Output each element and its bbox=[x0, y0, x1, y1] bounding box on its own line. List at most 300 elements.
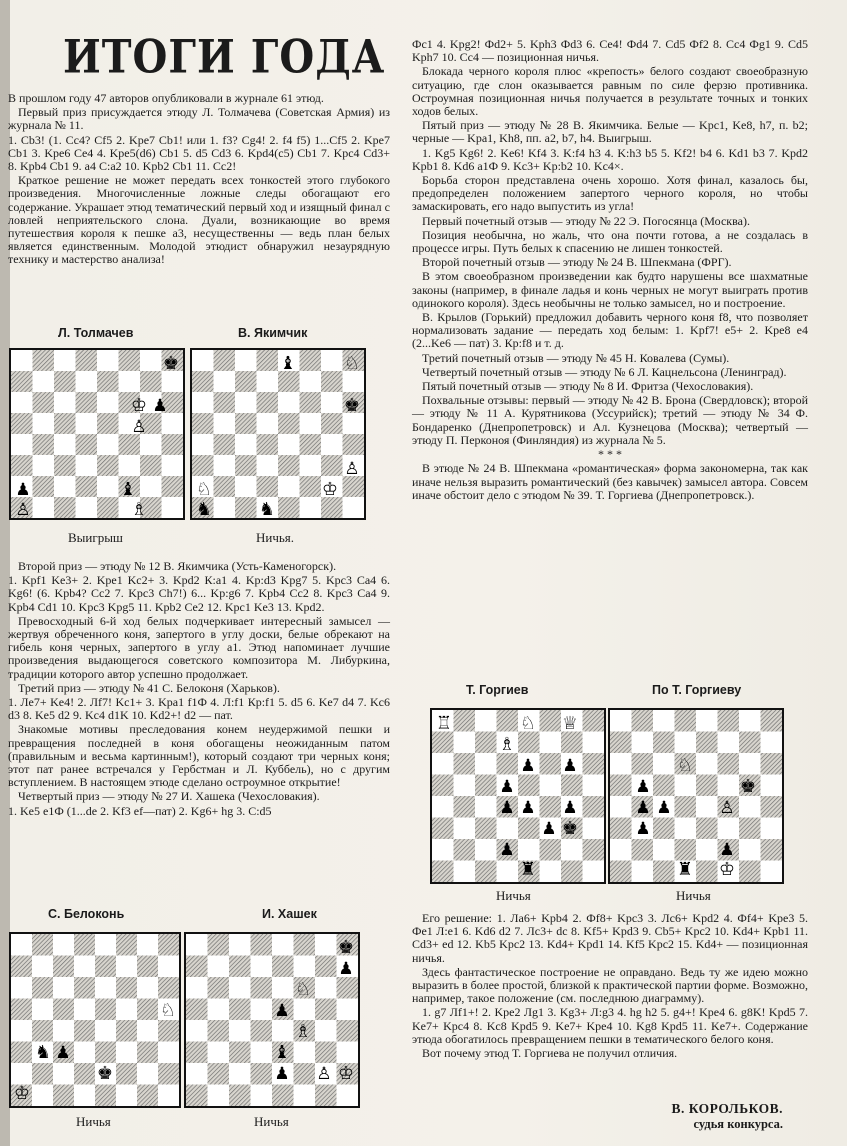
board-square bbox=[235, 371, 257, 392]
board-square bbox=[583, 732, 605, 754]
board-square bbox=[518, 732, 540, 754]
board-square bbox=[343, 497, 365, 518]
pawn-icon: ♟ bbox=[562, 756, 578, 775]
knight-icon: ♘ bbox=[343, 353, 361, 373]
board-square bbox=[95, 1085, 116, 1107]
board-square bbox=[162, 434, 184, 455]
board-caption-draw-hashek: Ничья bbox=[254, 1114, 289, 1129]
board-square bbox=[432, 861, 454, 883]
board-square bbox=[76, 392, 98, 413]
board-square bbox=[321, 350, 343, 371]
board-square bbox=[561, 839, 583, 861]
board-square bbox=[475, 796, 497, 818]
board-square bbox=[76, 476, 98, 497]
rook-icon: ♖ bbox=[435, 713, 453, 733]
board-square bbox=[235, 497, 257, 518]
board-square bbox=[300, 434, 322, 455]
board-square bbox=[675, 710, 697, 732]
board-square bbox=[33, 350, 55, 371]
board-square bbox=[137, 1063, 158, 1085]
board-square bbox=[454, 796, 476, 818]
board-square bbox=[583, 861, 605, 883]
knight-icon: ♘ bbox=[159, 1000, 177, 1020]
king-icon: ♔ bbox=[130, 395, 148, 415]
board-square bbox=[257, 350, 279, 371]
pawn-icon: ♟ bbox=[274, 1064, 290, 1083]
board-square bbox=[696, 861, 718, 883]
board-square bbox=[53, 1063, 74, 1085]
board-square bbox=[54, 392, 76, 413]
board-square bbox=[251, 934, 273, 956]
left-column-top bbox=[8, 92, 390, 268]
third-prize-heading: Третий приз — этюду № 41 С. Белоконя (Харьков). bbox=[18, 680, 280, 695]
bishop-icon: ♗ bbox=[498, 734, 516, 754]
board-square bbox=[610, 753, 632, 775]
board-square bbox=[251, 956, 273, 978]
board-square bbox=[186, 1085, 208, 1107]
board-square bbox=[497, 818, 519, 840]
first-prize-comment: Краткое решение не может передать всех тонкостей этого глубокого произведения. Многочисленные ложные следы обогащают его содержание. Украшает этюд тематический первый ход и изящный финал с ловлей неприятельского слона. Дуали, возникающие во время путешествия короля к пешке a3, несущественны — ведь план белых является единственным. Молодой этюдист обнаружил незаурядную технику и мастерство анализа! bbox=[8, 173, 390, 267]
board-square bbox=[11, 413, 33, 434]
board-square bbox=[294, 1063, 316, 1085]
chess-diagram-after-gorgiev bbox=[608, 708, 784, 884]
board-square bbox=[229, 1042, 251, 1064]
board-square bbox=[140, 476, 162, 497]
board-square bbox=[653, 710, 675, 732]
board-square bbox=[300, 455, 322, 476]
board-square bbox=[343, 476, 365, 497]
board-square bbox=[95, 999, 116, 1021]
board-square bbox=[162, 413, 184, 434]
board-square bbox=[53, 1085, 74, 1107]
board-square bbox=[454, 861, 476, 883]
board-square bbox=[632, 732, 654, 754]
board-square bbox=[32, 1063, 53, 1085]
third-honorable-heading: Третий почетный отзыв — этюду № 45 Н. Ковалева (Сумы). bbox=[422, 350, 730, 365]
board-square bbox=[186, 977, 208, 999]
board-square bbox=[653, 839, 675, 861]
board-square bbox=[53, 1020, 74, 1042]
board-square bbox=[583, 839, 605, 861]
board-square bbox=[74, 1042, 95, 1064]
board-square bbox=[97, 350, 119, 371]
board-square bbox=[116, 1020, 137, 1042]
board-square bbox=[610, 861, 632, 883]
board-square bbox=[761, 839, 783, 861]
fifth-honorable-heading: Пятый почетный отзыв — этюду № 8 И. Фритза (Чехословакия). bbox=[422, 379, 754, 394]
board-square bbox=[696, 732, 718, 754]
judge-name: В. КОРОЛЬКОВ. bbox=[671, 1101, 783, 1116]
board-caption-win: Выигрыш bbox=[68, 530, 123, 545]
board-author-gorgiev: Т. Горгиев bbox=[466, 683, 529, 697]
board-square bbox=[278, 497, 300, 518]
board-square bbox=[294, 1085, 316, 1107]
board-square bbox=[11, 977, 32, 999]
pawn-icon: ♟ bbox=[15, 480, 31, 499]
signature-block bbox=[671, 1101, 783, 1132]
pawn-icon: ♟ bbox=[520, 756, 536, 775]
pawn-icon: ♟ bbox=[719, 840, 735, 859]
board-square bbox=[76, 350, 98, 371]
board-square bbox=[315, 934, 337, 956]
pawn-icon: ♟ bbox=[562, 798, 578, 817]
board-square bbox=[540, 732, 562, 754]
board-square bbox=[229, 999, 251, 1021]
board-square bbox=[454, 818, 476, 840]
board-square bbox=[251, 1020, 273, 1042]
board-square bbox=[653, 861, 675, 883]
board-square bbox=[137, 1042, 158, 1064]
board-square bbox=[300, 371, 322, 392]
fourth-prize-heading: Четвертый приз — этюду № 27 И. Хашека (Чехословакия). bbox=[18, 789, 320, 804]
board-square bbox=[229, 956, 251, 978]
board-square bbox=[33, 497, 55, 518]
board-square bbox=[95, 1042, 116, 1064]
board-square bbox=[119, 434, 141, 455]
board-square bbox=[257, 434, 279, 455]
board-square bbox=[294, 934, 316, 956]
board-square bbox=[11, 455, 33, 476]
board-square bbox=[214, 371, 236, 392]
knight-icon: ♘ bbox=[294, 979, 312, 999]
board-square bbox=[158, 1020, 179, 1042]
chess-diagram-gorgiev bbox=[430, 708, 606, 884]
board-square bbox=[583, 796, 605, 818]
board-square bbox=[251, 999, 273, 1021]
board-square bbox=[235, 476, 257, 497]
board-square bbox=[74, 956, 95, 978]
bishop-icon: ♝ bbox=[119, 479, 137, 499]
board-square bbox=[321, 497, 343, 518]
board-square bbox=[315, 1042, 337, 1064]
knight-icon: ♘ bbox=[195, 479, 213, 499]
board-square bbox=[116, 999, 137, 1021]
board-square bbox=[208, 1020, 230, 1042]
board-square bbox=[192, 371, 214, 392]
knight-icon: ♘ bbox=[676, 755, 694, 775]
board-square bbox=[11, 371, 33, 392]
board-square bbox=[116, 956, 137, 978]
board-square bbox=[74, 999, 95, 1021]
bishop-icon: ♗ bbox=[294, 1021, 312, 1041]
board-square bbox=[300, 392, 322, 413]
board-square bbox=[186, 1063, 208, 1085]
board-square bbox=[251, 1063, 273, 1085]
board-square bbox=[337, 977, 359, 999]
board-square bbox=[53, 977, 74, 999]
board-author-yakimchik: В. Якимчик bbox=[238, 326, 308, 340]
board-square bbox=[761, 818, 783, 840]
board-square bbox=[321, 392, 343, 413]
board-square bbox=[321, 413, 343, 434]
board-square bbox=[116, 1042, 137, 1064]
king-icon: ♚ bbox=[337, 937, 355, 957]
board-square bbox=[454, 839, 476, 861]
board-square bbox=[208, 999, 230, 1021]
fifth-prize-comment: Борьба сторон представлена очень хорошо. Хотя финал, казалось бы, предопределен положением запертого черного короля, но чтобы замаскировать, его надо выпустить из угла! bbox=[412, 173, 808, 214]
fourth-prize-solution: 1. Ke5 e1Ф (1...de 2. Kf3 ef—пат) 2. Kg6+ hg 3. C:d5 bbox=[8, 803, 272, 818]
board-square bbox=[137, 956, 158, 978]
board-square bbox=[76, 371, 98, 392]
board-square bbox=[432, 818, 454, 840]
second-honorable-comment: В этом своеобразном произведении как будто нарушены все шахматные законы (например, в финале ладья и конь черных не могут выиграть против одинокого короля). Здесь необычны не только замысел, но и построение. bbox=[412, 269, 808, 310]
pawn-icon: ♙ bbox=[316, 1064, 332, 1083]
pawn-icon: ♙ bbox=[131, 417, 147, 436]
board-square bbox=[192, 350, 214, 371]
board-square bbox=[300, 497, 322, 518]
board-square bbox=[235, 434, 257, 455]
pawn-icon: ♟ bbox=[499, 798, 515, 817]
board-square bbox=[162, 476, 184, 497]
board-square bbox=[137, 934, 158, 956]
board-square bbox=[54, 371, 76, 392]
board-square bbox=[653, 775, 675, 797]
board-square bbox=[272, 934, 294, 956]
fourth-prize-solution-cont: Фc1 4. Kpg2! Фd2+ 5. Kph3 Фd3 6. Ce4! Фd4 7. Cd5 Фf2 8. Cc4 Фg1 9. Cd5 Kph7 10. Cc4 — позиционная ничья. bbox=[412, 37, 808, 65]
board-square bbox=[33, 392, 55, 413]
board-square bbox=[561, 861, 583, 883]
board-square bbox=[116, 1063, 137, 1085]
board-square bbox=[235, 455, 257, 476]
board-square bbox=[761, 732, 783, 754]
board-square bbox=[32, 1085, 53, 1107]
knight-icon: ♞ bbox=[34, 1042, 52, 1062]
king-icon: ♚ bbox=[561, 818, 579, 838]
board-square bbox=[208, 1042, 230, 1064]
board-square bbox=[33, 455, 55, 476]
board-square bbox=[140, 371, 162, 392]
alternative-solution: 1. g7 Лf1+! 2. Kpe2 Лg1 3. Kg3+ Л:g3 4. hg h2 5. g4+! Kpe4 6. g8K! Kpd5 7. Ke7+ Kpc4 8. Kc8 Kpd5 9. Ke7+ Kpe4 10. Kg8 Kpd5 11. Ke7+. Содержание этюда обогатилось превращением пешки в тематического белого коня. bbox=[412, 1005, 808, 1046]
board-square bbox=[54, 350, 76, 371]
board-square bbox=[632, 839, 654, 861]
board-square bbox=[162, 371, 184, 392]
board-square bbox=[186, 999, 208, 1021]
board-square bbox=[208, 977, 230, 999]
board-square bbox=[653, 753, 675, 775]
board-square bbox=[300, 413, 322, 434]
pawn-icon: ♟ bbox=[338, 959, 354, 978]
board-square bbox=[140, 350, 162, 371]
board-square bbox=[158, 934, 179, 956]
chess-diagram-tolmachev bbox=[9, 348, 185, 520]
fourth-honorable-heading: Четвертый почетный отзыв — этюду № 6 Л. Кацнельсона (Ленинград). bbox=[422, 364, 787, 379]
third-prize-solution: 1. Лe7+ Ke4! 2. Лf7! Kc1+ 3. Kpa1 f1Ф 4. Л:f1 Кр:f1 5. d5 6. Ke7 d4 7. Kc6 d3 8. Ke5 d2 9. Kc4 d1K 10. Kd2+! d2 — пат. bbox=[8, 695, 390, 723]
page-title: ИТОГИ ГОДА bbox=[63, 30, 386, 85]
pawn-icon: ♟ bbox=[635, 798, 651, 817]
board-square bbox=[158, 1063, 179, 1085]
board-square bbox=[140, 434, 162, 455]
board-square bbox=[294, 956, 316, 978]
board-square bbox=[214, 476, 236, 497]
board-square bbox=[137, 999, 158, 1021]
board-square bbox=[33, 434, 55, 455]
conclusion: Вот почему этюд Т. Горгиева не получил отличия. bbox=[422, 1046, 678, 1061]
board-square bbox=[54, 434, 76, 455]
board-square bbox=[315, 1020, 337, 1042]
board-caption-draw-belokon: Ничья bbox=[76, 1114, 111, 1129]
board-square bbox=[454, 710, 476, 732]
board-square bbox=[739, 861, 761, 883]
first-prize-heading: Первый приз присуждается этюду Л. Толмачева (Советская Армия) из журнала № 11. bbox=[8, 105, 390, 133]
board-author-tolmachev: Л. Толмачев bbox=[58, 326, 134, 340]
fifth-prize-solution: 1. Kg5 Kg6! 2. Ke6! Kf4 3. K:f4 h3 4. K:h3 b5 5. Kf2! b4 6. Kd1 b3 7. Kpd2 Kpb1 8. Kd6 a1Ф 9. Kc3+ Kp:b2 10. Kc4×. bbox=[412, 145, 808, 173]
board-square bbox=[675, 796, 697, 818]
board-square bbox=[272, 1020, 294, 1042]
board-square bbox=[610, 710, 632, 732]
board-square bbox=[74, 1085, 95, 1107]
board-square bbox=[653, 818, 675, 840]
board-square bbox=[610, 839, 632, 861]
board-square bbox=[11, 1063, 32, 1085]
board-square bbox=[718, 732, 740, 754]
board-square bbox=[54, 455, 76, 476]
board-square bbox=[76, 413, 98, 434]
board-square bbox=[583, 753, 605, 775]
board-square bbox=[696, 753, 718, 775]
board-square bbox=[561, 775, 583, 797]
board-square bbox=[315, 999, 337, 1021]
board-square bbox=[653, 732, 675, 754]
board-square bbox=[257, 455, 279, 476]
board-square bbox=[761, 796, 783, 818]
board-square bbox=[119, 350, 141, 371]
board-square bbox=[718, 775, 740, 797]
board-square bbox=[33, 371, 55, 392]
board-author-after-gorgiev: По Т. Горгиеву bbox=[652, 683, 742, 697]
board-square bbox=[192, 413, 214, 434]
board-square bbox=[97, 371, 119, 392]
bishop-icon: ♝ bbox=[279, 353, 297, 373]
knight-icon: ♞ bbox=[258, 499, 276, 518]
board-square bbox=[675, 775, 697, 797]
board-square bbox=[337, 1020, 359, 1042]
board-square bbox=[454, 732, 476, 754]
section-divider: * * * bbox=[598, 447, 622, 462]
board-square bbox=[294, 999, 316, 1021]
board-square bbox=[294, 1042, 316, 1064]
board-square bbox=[11, 956, 32, 978]
board-square bbox=[761, 753, 783, 775]
board-square bbox=[74, 1063, 95, 1085]
board-square bbox=[475, 732, 497, 754]
board-square bbox=[257, 392, 279, 413]
commendations: Похвальные отзывы: первый — этюду № 42 В. Брона (Свердловск); второй — этюду № 11 А. Курятникова (Уссурийск); третий — этюду № 34 Ф. Бондаренко (Днепропетровск) и Ал. Кузнецова (Москва); четвертый — этюду П. Перконоя (Финляндия) из журнала № 5. bbox=[412, 393, 808, 447]
board-square bbox=[718, 710, 740, 732]
pawn-icon: ♙ bbox=[15, 500, 31, 518]
board-square bbox=[97, 476, 119, 497]
second-prize-comment: Превосходный 6-й ход белых подчеркивает интересный замысел — жертвуя обреченного коня, запертого в углу доски, белые обрекают на гибель коня черных, запертого в углу a1. Этюд напоминает лучшие произведения выдающегося советского композитора М. Либуркина, традиции которого автор успешно продолжает. bbox=[8, 613, 390, 681]
board-square bbox=[632, 753, 654, 775]
board-square bbox=[432, 839, 454, 861]
board-square bbox=[278, 413, 300, 434]
board-square bbox=[475, 753, 497, 775]
board-square bbox=[119, 455, 141, 476]
board-square bbox=[337, 999, 359, 1021]
board-square bbox=[518, 839, 540, 861]
board-square bbox=[475, 710, 497, 732]
board-square bbox=[278, 455, 300, 476]
board-square bbox=[272, 1085, 294, 1107]
board-square bbox=[540, 839, 562, 861]
right-column-top bbox=[412, 38, 808, 503]
board-square bbox=[300, 350, 322, 371]
board-square bbox=[251, 1042, 273, 1064]
board-square bbox=[33, 413, 55, 434]
first-honorable-comment: Позиция необычна, но жаль, что она почти готова, а не создалась в процессе игры. Путь белых к спасению не лишен тонкостей. bbox=[412, 227, 808, 256]
board-square bbox=[540, 775, 562, 797]
king-icon: ♚ bbox=[96, 1063, 114, 1083]
board-square bbox=[739, 710, 761, 732]
board-square bbox=[251, 1085, 273, 1107]
board-square bbox=[739, 796, 761, 818]
board-square bbox=[11, 434, 33, 455]
pawn-icon: ♟ bbox=[152, 396, 168, 415]
board-square bbox=[116, 1085, 137, 1107]
board-square bbox=[162, 455, 184, 476]
right-column-bottom bbox=[412, 912, 808, 1061]
king-icon: ♔ bbox=[13, 1083, 31, 1103]
board-square bbox=[229, 1020, 251, 1042]
chess-diagram-belokon bbox=[9, 932, 181, 1108]
board-square bbox=[214, 413, 236, 434]
board-author-belokon: С. Белоконь bbox=[48, 907, 125, 921]
board-square bbox=[74, 977, 95, 999]
board-caption-draw: Ничья. bbox=[256, 530, 295, 545]
board-square bbox=[432, 732, 454, 754]
board-square bbox=[518, 818, 540, 840]
board-square bbox=[116, 934, 137, 956]
pawn-icon: ♙ bbox=[719, 798, 735, 817]
king-icon: ♚ bbox=[343, 395, 361, 415]
board-square bbox=[497, 861, 519, 883]
board-square bbox=[54, 476, 76, 497]
board-square bbox=[74, 1020, 95, 1042]
board-square bbox=[696, 796, 718, 818]
board-square bbox=[257, 476, 279, 497]
board-square bbox=[321, 434, 343, 455]
rook-icon: ♜ bbox=[519, 859, 537, 879]
fifth-prize-heading: Пятый приз — этюду № 28 В. Якимчика. Белые — Kpc1, Ke8, h7, п. b2; черные — Kpa1, Kh8, пп. a2, b7, h4. Выигрыш. bbox=[412, 118, 808, 146]
board-square bbox=[337, 1085, 359, 1107]
board-square bbox=[32, 999, 53, 1021]
board-square bbox=[11, 999, 32, 1021]
board-square bbox=[158, 977, 179, 999]
board-square bbox=[610, 796, 632, 818]
board-square bbox=[739, 839, 761, 861]
board-square bbox=[561, 732, 583, 754]
king-icon: ♔ bbox=[321, 479, 339, 499]
board-square bbox=[315, 956, 337, 978]
board-square bbox=[54, 413, 76, 434]
bishop-icon: ♗ bbox=[130, 499, 148, 518]
board-square bbox=[518, 775, 540, 797]
chess-diagram-hashek bbox=[184, 932, 360, 1108]
board-square bbox=[214, 455, 236, 476]
board-square bbox=[696, 839, 718, 861]
board-square bbox=[208, 934, 230, 956]
board-square bbox=[675, 732, 697, 754]
board-square bbox=[97, 434, 119, 455]
left-column-middle bbox=[8, 560, 390, 819]
board-square bbox=[95, 977, 116, 999]
board-square bbox=[632, 861, 654, 883]
board-square bbox=[315, 977, 337, 999]
board-square bbox=[97, 455, 119, 476]
board-square bbox=[610, 818, 632, 840]
board-square bbox=[192, 455, 214, 476]
king-icon: ♚ bbox=[162, 353, 180, 373]
chess-diagram-yakimchik bbox=[190, 348, 366, 520]
